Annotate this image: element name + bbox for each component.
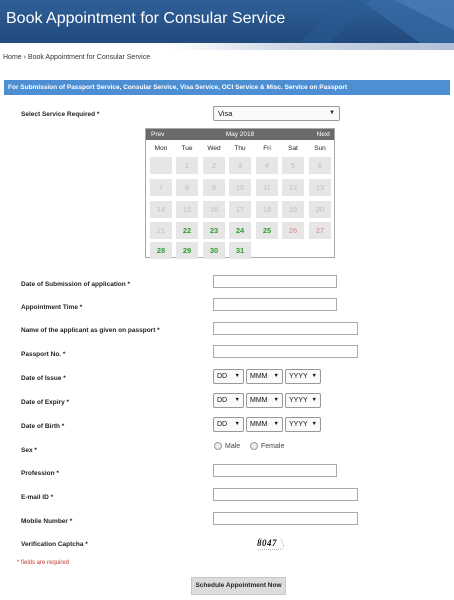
birth-year-value: YYYY [289, 421, 308, 428]
chevron-down-icon: ▼ [234, 397, 240, 403]
calendar-day-5: 5 [282, 157, 304, 174]
chevron-down-icon: ▼ [234, 421, 240, 427]
expiry-year-value: YYYY [289, 397, 308, 404]
calendar-day-4: 4 [256, 157, 278, 174]
expiry-month-value: MMM [250, 397, 268, 404]
expiry-date-label: Date of Expiry * [21, 399, 70, 406]
calendar-day-31[interactable]: 31 [229, 242, 251, 259]
sex-label: Sex * [21, 447, 37, 454]
calendar-day-12: 12 [282, 179, 304, 196]
service-label: Select Service Required * [21, 111, 100, 118]
calendar-day-30[interactable]: 30 [203, 242, 225, 259]
appointment-time-input[interactable] [213, 298, 337, 311]
sex-female-label: Female [261, 443, 285, 450]
calendar-prev-button[interactable]: Prev [151, 131, 165, 138]
calendar-dow-thu: Thu [234, 145, 246, 152]
calendar-day-14: 14 [150, 201, 172, 218]
birth-day-value: DD [217, 421, 228, 428]
chevron-down-icon: ▼ [234, 373, 240, 379]
required-fields-note: * fields are required [17, 560, 70, 566]
passport-no-input[interactable] [213, 345, 358, 358]
calendar-day-6: 6 [309, 157, 331, 174]
expiry-day-value: DD [217, 397, 228, 404]
calendar-next-button[interactable]: Next [316, 131, 330, 138]
birth-year-select[interactable] [285, 417, 321, 432]
email-label: E-mail ID * [21, 494, 54, 501]
calendar-day-18: 18 [256, 201, 278, 218]
calendar-dow-fri: Fri [263, 145, 271, 152]
header-stripe [170, 43, 454, 50]
email-input[interactable] [213, 488, 358, 501]
calendar-day-22[interactable]: 22 [176, 222, 198, 239]
calendar-day-29[interactable]: 29 [176, 242, 198, 259]
chevron-down-icon: ▼ [273, 373, 279, 379]
expiry-day-select[interactable] [213, 393, 244, 408]
calendar-month-title: May 2018 [225, 131, 255, 138]
submission-date-label: Date of Submission of application * [21, 281, 131, 288]
calendar-day-19: 19 [282, 201, 304, 218]
calendar-day-21: 21 [150, 222, 172, 239]
calendar-day-2: 2 [203, 157, 225, 174]
chevron-down-icon: ▼ [311, 373, 317, 379]
issue-month-select[interactable] [246, 369, 283, 384]
birth-month-select[interactable] [246, 417, 283, 432]
captcha-image [243, 537, 288, 551]
expiry-month-select[interactable] [246, 393, 283, 408]
issue-year-value: YYYY [289, 373, 308, 380]
service-select-value: Visa [218, 109, 233, 118]
birth-day-select[interactable] [213, 417, 244, 432]
calendar-day-7: 7 [150, 179, 172, 196]
calendar-day-13: 13 [309, 179, 331, 196]
calendar-day-16: 16 [203, 201, 225, 218]
issue-date-label: Date of Issue * [21, 375, 66, 382]
captcha-label: Verification Captcha * [21, 541, 88, 548]
mobile-label: Mobile Number * [21, 518, 73, 525]
calendar-dow-sun: Sun [314, 145, 326, 152]
issue-day-select[interactable] [213, 369, 244, 384]
applicant-name-label: Name of the applicant as given on passport * [21, 327, 160, 334]
profession-label: Profession * [21, 470, 59, 477]
chevron-down-icon: ▼ [311, 421, 317, 427]
birth-date-label: Date of Birth * [21, 423, 65, 430]
sex-male-label: Male [225, 443, 241, 450]
calendar-day-27: 27 [309, 222, 331, 239]
issue-day-value: DD [217, 373, 228, 380]
calendar-day-8: 8 [176, 179, 198, 196]
breadcrumb-bar [0, 43, 454, 71]
sex-female-radio[interactable] [250, 442, 258, 450]
mobile-input[interactable] [213, 512, 358, 525]
calendar-day-26: 26 [282, 222, 304, 239]
page-banner [0, 0, 454, 43]
chevron-down-icon: ▼ [311, 397, 317, 403]
birth-month-value: MMM [250, 421, 268, 428]
calendar-day-17: 17 [229, 201, 251, 218]
calendar-day-3: 3 [229, 157, 251, 174]
calendar-day-28[interactable]: 28 [150, 242, 172, 259]
section-header: For Submission of Passport Service, Consular Service, Visa Service, OCI Service & Misc. Service on Passport [4, 80, 450, 95]
calendar-day-23[interactable]: 23 [203, 222, 225, 239]
chevron-down-icon: ▼ [273, 421, 279, 427]
calendar-day-11: 11 [256, 179, 278, 196]
breadcrumb-home-link[interactable]: Home [3, 54, 22, 61]
breadcrumb-current: Book Appointment for Consular Service [27, 54, 151, 61]
calendar-day-15: 15 [176, 201, 198, 218]
breadcrumb-separator: › [21, 54, 28, 61]
expiry-year-select[interactable] [285, 393, 321, 408]
applicant-name-input[interactable] [213, 322, 358, 335]
submission-date-input[interactable] [213, 275, 337, 288]
chevron-down-icon: ▼ [273, 397, 279, 403]
calendar-empty-cell [150, 157, 172, 174]
date-picker-calendar [145, 128, 335, 258]
calendar-header [146, 129, 334, 140]
profession-input[interactable] [213, 464, 337, 477]
calendar-dow-sat: Sat [288, 145, 298, 152]
calendar-day-9: 9 [203, 179, 225, 196]
breadcrumb [3, 54, 150, 61]
chevron-down-icon: ▼ [329, 110, 335, 116]
service-select[interactable] [213, 106, 340, 121]
sex-male-radio[interactable] [214, 442, 222, 450]
passport-no-label: Passport No. * [21, 351, 66, 358]
calendar-day-25[interactable]: 25 [256, 222, 278, 239]
appointment-time-label: Appointment Time * [21, 304, 83, 311]
page-title: Book Appointment for Consular Service [6, 10, 286, 27]
calendar-dow-tue: Tue [181, 145, 193, 152]
calendar-day-20: 20 [309, 201, 331, 218]
issue-year-select[interactable] [285, 369, 321, 384]
calendar-day-1: 1 [176, 157, 198, 174]
issue-month-value: MMM [250, 373, 268, 380]
captcha-code: 8047 [257, 538, 277, 548]
calendar-dow-wed: Wed [207, 145, 221, 152]
calendar-day-10: 10 [229, 179, 251, 196]
calendar-day-24[interactable]: 24 [229, 222, 251, 239]
calendar-dow-mon: Mon [154, 145, 168, 152]
schedule-appointment-button[interactable]: Schedule Appointment Now [191, 577, 286, 595]
